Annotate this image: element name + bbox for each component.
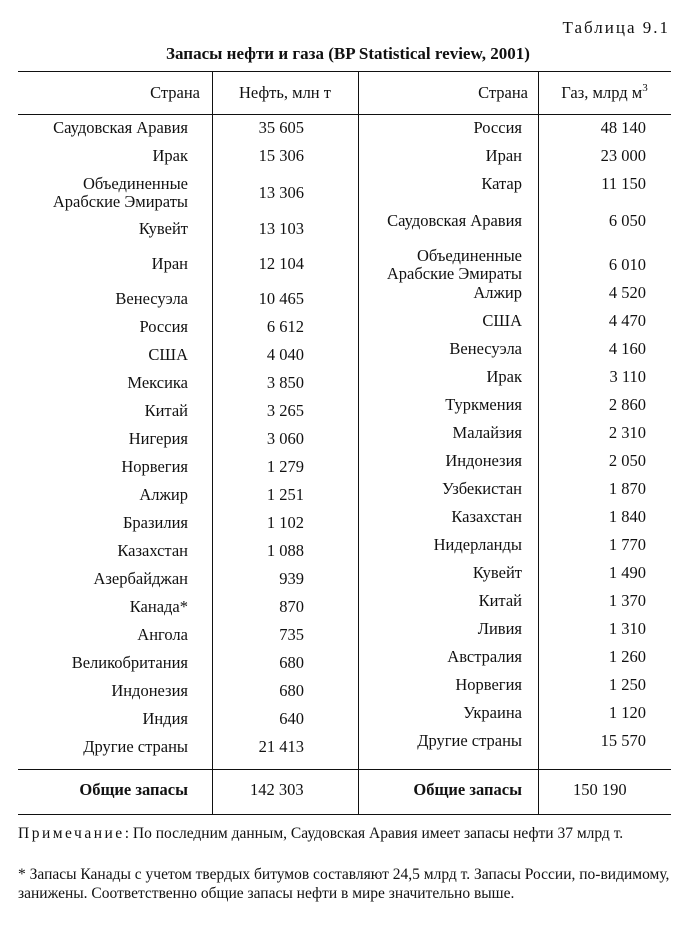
gas-country-line: Украина [463, 703, 522, 722]
oil-country-line: Объединенные [83, 174, 188, 193]
oil-country-line: Иран [151, 254, 188, 273]
oil-value-cell: 1 088 [266, 541, 304, 560]
gas-value-cell: 1 310 [608, 619, 646, 638]
oil-value-cell: 6 612 [266, 317, 304, 336]
gas-country-cell [358, 508, 522, 526]
gas-value-cell: 4 520 [608, 283, 646, 302]
oil-country-line: Венесуэла [115, 289, 188, 308]
oil-country-line: Ангола [137, 625, 188, 644]
oil-country-cell [18, 374, 188, 392]
oil-value-cell: 15 306 [258, 146, 304, 165]
oil-value-cell: 12 104 [258, 254, 304, 273]
gas-value-cell: 1 260 [608, 647, 646, 666]
header-gas-label: Газ, млрд м [561, 83, 643, 102]
oil-value-cell: 680 [279, 653, 304, 672]
oil-value-cell: 680 [279, 681, 304, 700]
gas-country-cell [358, 480, 522, 498]
oil-country-cell [18, 598, 188, 616]
gas-country-line: Ирак [486, 367, 522, 386]
gas-country-line: Ливия [477, 619, 522, 638]
gas-country-line: Другие страны [417, 731, 522, 750]
oil-value-cell: 939 [279, 569, 304, 588]
gas-value-cell: 2 050 [608, 451, 646, 470]
gas-country-line: Малайзия [452, 423, 522, 442]
gas-country-cell [358, 284, 522, 302]
oil-country-cell [18, 542, 188, 560]
oil-value-cell: 1 279 [266, 457, 304, 476]
gas-country-line: Иран [485, 146, 522, 165]
gas-country-line: Алжир [473, 283, 522, 302]
gas-country-line: Туркмения [445, 395, 522, 414]
gas-value-cell: 2 310 [608, 423, 646, 442]
gas-value-cell: 1 250 [608, 675, 646, 694]
note-label: Примечание [18, 825, 125, 842]
oil-country-cell [18, 402, 188, 420]
header-rule [18, 114, 671, 115]
gas-country-cell [358, 704, 522, 722]
gas-country-line: Арабские Эмираты [386, 264, 522, 283]
oil-value-cell: 735 [279, 625, 304, 644]
oil-country-cell [18, 654, 188, 672]
gas-country-cell [358, 340, 522, 358]
gas-total-value: 150 190 [573, 780, 627, 799]
gas-value-cell: 4 160 [608, 339, 646, 358]
gas-country-cell [358, 119, 522, 137]
table-number-label: Таблица 9.1 [562, 18, 670, 37]
gas-country-line: Индонезия [445, 451, 522, 470]
oil-value-cell: 3 060 [266, 429, 304, 448]
gas-country-cell [358, 452, 522, 470]
gas-country-cell [358, 396, 522, 414]
totals-rule [18, 769, 671, 770]
oil-total-value: 142 303 [250, 780, 304, 799]
gas-value-cell: 1 840 [608, 507, 646, 526]
oil-value-cell: 3 265 [266, 401, 304, 420]
gas-country-cell [358, 732, 522, 750]
oil-country-line: Кувейт [138, 219, 188, 238]
gas-country-cell [358, 212, 522, 230]
gas-country-line: Казахстан [451, 507, 522, 526]
oil-country-cell [18, 220, 188, 238]
oil-country-line: Великобритания [71, 653, 188, 672]
oil-value-cell: 21 413 [258, 737, 304, 756]
oil-country-line: Другие страны [83, 737, 188, 756]
oil-country-line: Арабские Эмираты [52, 192, 188, 211]
oil-country-line: Саудовская Аравия [53, 118, 188, 137]
gas-country-cell [358, 312, 522, 330]
oil-country-line: Казахстан [117, 541, 188, 560]
gas-country-line: Китай [478, 591, 522, 610]
gas-country-line: Объединенные [417, 246, 522, 265]
gas-country-line: Катар [481, 174, 522, 193]
header-gas [538, 72, 671, 114]
oil-country-cell [18, 119, 188, 137]
gas-country-line: Узбекистан [442, 479, 522, 498]
gas-country-cell [358, 592, 522, 610]
oil-country-cell [18, 458, 188, 476]
gas-value-cell: 3 110 [609, 367, 646, 386]
gas-country-cell [358, 424, 522, 442]
oil-country-line: Норвегия [121, 457, 188, 476]
gas-country-line: Нидерланды [433, 535, 522, 554]
oil-value-cell: 1 102 [266, 513, 304, 532]
gas-value-cell: 1 370 [608, 591, 646, 610]
gas-country-line: Норвегия [455, 675, 522, 694]
gas-country-cell [358, 620, 522, 638]
gas-country-cell [358, 147, 522, 165]
gas-value-cell: 1 870 [608, 479, 646, 498]
gas-total-label: Общие запасы [413, 780, 522, 799]
note-primary [18, 824, 678, 843]
oil-country-cell [18, 147, 188, 165]
gas-country-line: Россия [473, 118, 522, 137]
oil-country-cell [18, 318, 188, 336]
column-divider [538, 72, 539, 814]
oil-country-cell [18, 710, 188, 728]
oil-country-line: Россия [139, 317, 188, 336]
gas-value-cell: 4 470 [608, 311, 646, 330]
column-divider [212, 72, 213, 814]
gas-country-line: Венесуэла [449, 339, 522, 358]
oil-country-cell [18, 626, 188, 644]
gas-country-line: Австралия [447, 647, 522, 666]
oil-country-line: США [148, 345, 188, 364]
oil-country-cell [18, 738, 188, 756]
gas-country-cell [358, 676, 522, 694]
oil-value-cell: 3 850 [266, 373, 304, 392]
gas-country-cell [358, 247, 522, 283]
gas-country-cell [358, 648, 522, 666]
oil-country-line: Нигерия [128, 429, 188, 448]
gas-country-cell [358, 536, 522, 554]
oil-country-cell [18, 255, 188, 273]
oil-country-line: Азербайджан [93, 569, 188, 588]
header-gas-superscript: 3 [642, 82, 648, 94]
oil-country-cell [18, 570, 188, 588]
gas-country-cell [358, 175, 522, 193]
oil-value-cell: 640 [279, 709, 304, 728]
gas-value-cell: 1 770 [608, 535, 646, 554]
oil-country-line: Индонезия [111, 681, 188, 700]
oil-value-cell: 4 040 [266, 345, 304, 364]
oil-country-line: Мексика [127, 373, 188, 392]
gas-country-cell [358, 564, 522, 582]
oil-value-cell: 13 103 [258, 219, 304, 238]
gas-value-cell: 2 860 [608, 395, 646, 414]
oil-country-cell [18, 175, 188, 211]
reserves-table [18, 71, 671, 815]
oil-value-cell: 10 465 [258, 289, 304, 308]
gas-country-line: Кувейт [472, 563, 522, 582]
gas-country-line: США [482, 311, 522, 330]
gas-value-cell: 11 150 [601, 174, 646, 193]
oil-country-cell [18, 346, 188, 364]
oil-country-cell [18, 682, 188, 700]
gas-value-cell: 6 050 [608, 211, 646, 230]
oil-value-cell: 1 251 [266, 485, 304, 504]
oil-country-line: Ирак [152, 146, 188, 165]
gas-country-cell [358, 368, 522, 386]
header-country-gas: Страна [478, 83, 528, 102]
oil-value-cell: 35 605 [258, 118, 304, 137]
gas-value-cell: 1 120 [608, 703, 646, 722]
oil-value-cell: 13 306 [258, 183, 304, 202]
oil-country-line: Бразилия [122, 513, 188, 532]
header-country-oil: Страна [150, 83, 200, 102]
oil-country-line: Алжир [139, 485, 188, 504]
gas-country-line: Саудовская Аравия [387, 211, 522, 230]
oil-country-line: Канада* [129, 597, 188, 616]
oil-country-line: Китай [144, 401, 188, 420]
oil-country-cell [18, 514, 188, 532]
oil-total-label: Общие запасы [79, 780, 188, 799]
note-footnote: * Запасы Канады с учетом твердых битумов составляют 24,5 млрд т. Запасы России, по-видимому, занижены. Соответственно общие запасы нефти в мире значительно выше. [18, 866, 670, 902]
oil-country-line: Индия [142, 709, 188, 728]
gas-value-cell: 23 000 [600, 146, 646, 165]
gas-value-cell: 48 140 [600, 118, 646, 137]
oil-country-cell [18, 486, 188, 504]
oil-value-cell: 870 [279, 597, 304, 616]
gas-value-cell: 6 010 [608, 255, 646, 274]
gas-value-cell: 15 570 [600, 731, 646, 750]
table-title: Запасы нефти и газа (BP Statistical review, 2001) [166, 44, 530, 63]
oil-country-cell [18, 290, 188, 308]
oil-country-cell [18, 430, 188, 448]
header-oil: Нефть, млн т [239, 83, 331, 102]
note-text: : По последним данным, Саудовская Аравия имеет запасы нефти 37 млрд т. [124, 825, 624, 842]
gas-value-cell: 1 490 [608, 563, 646, 582]
